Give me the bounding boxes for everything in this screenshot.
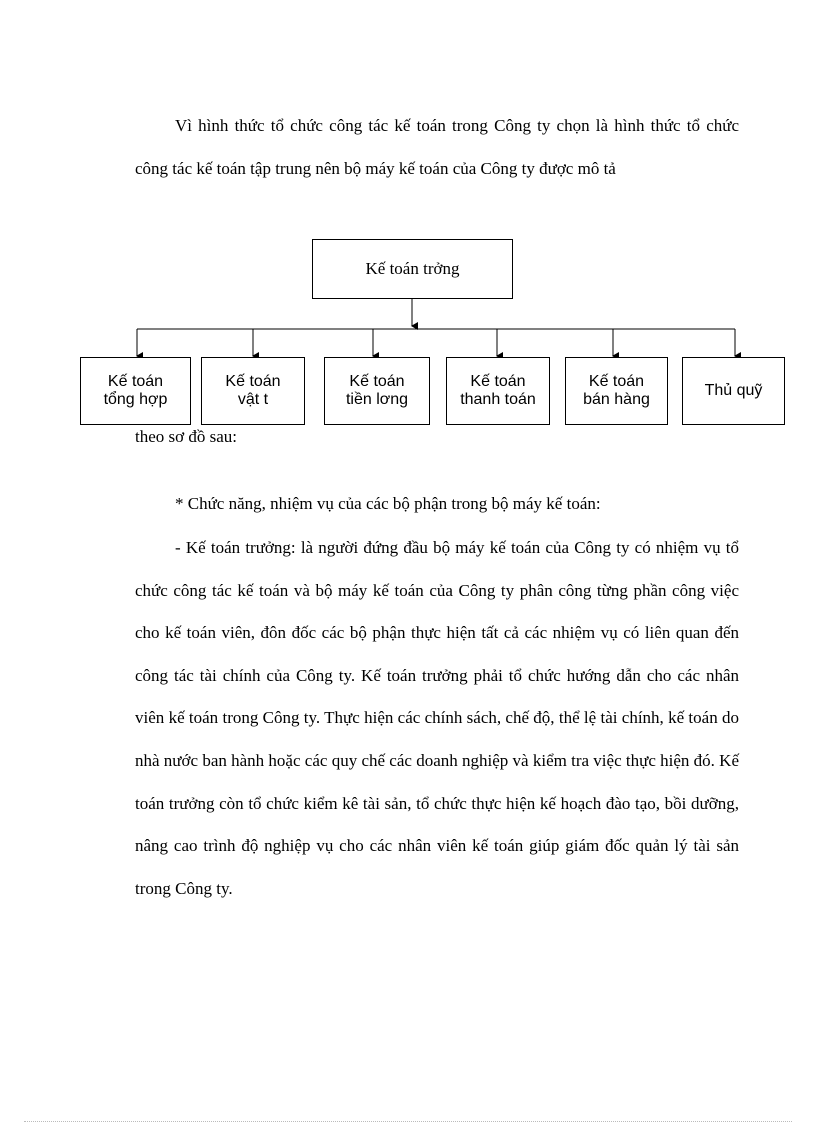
dept-box-payroll-accounting <box>324 357 430 425</box>
dept-label-line1: Kế toán <box>225 373 281 390</box>
dept-box-treasurer <box>682 357 785 425</box>
chief-accountant-label: Kế toán trởng <box>365 259 460 278</box>
dept-label-line2: tiền lơng <box>345 391 409 408</box>
chief-accountant-box <box>312 239 513 299</box>
dept-label-line2: tổng hợp <box>103 391 168 408</box>
dept-label-line2: vật t <box>237 391 269 408</box>
dept-label-line1: Kế toán <box>470 373 526 390</box>
section-heading: * Chức năng, nhiệm vụ của các bộ phận trong bộ máy kế toán: <box>175 494 601 513</box>
dept-box-payment-accounting <box>446 357 550 425</box>
dept-label-line2: bán hàng <box>583 391 650 408</box>
chief-accountant-paragraph: - Kế toán trưởng: là người đứng đầu bộ máy kế toán của Công ty có nhiệm vụ tổ chức công tác kế toán và bộ máy kế toán của Công ty phân công từng phần công việc cho kế toán viên, đôn đốc các bộ phận thực hiện tất cả các nhiệm vụ có liên quan đến công tác tài chính của Công ty. Kế toán trưởng phải tổ chức hướng dẫn cho các nhân viên kế toán trong Công ty. Thực hiện các chính sách, chế độ, thể lệ tài chính, kế toán do nhà nước ban hành hoặc các quy chế các doanh nghiệp và kiểm tra việc thực hiện đó. Kế toán trưởng còn tổ chức kiểm kê tài sản, tổ chức thực hiện kế hoạch đào tạo, bồi dưỡng, nâng cao trình độ nghiệp vụ cho các nhân viên kế toán giúp giám đốc quản lý tài sản trong Công ty. <box>135 538 739 898</box>
dept-label-line1: Thủ quỹ <box>704 382 763 399</box>
intro-paragraph: Vì hình thức tổ chức công tác kế toán trong Công ty chọn là hình thức tổ chức công tác kế toán tập trung nên bộ máy kế toán của Công ty được mô tả <box>135 116 739 178</box>
dept-box-materials-accounting <box>201 357 305 425</box>
dept-box-general-accounting <box>80 357 191 425</box>
page-bottom-rule <box>24 1121 792 1122</box>
dept-label-line1: Kế toán <box>107 373 164 390</box>
dept-box-sales-accounting <box>565 357 668 425</box>
dept-label-line2: thanh toán <box>460 391 536 408</box>
dept-label-line1: Kế toán <box>349 373 405 390</box>
intro-continuation: theo sơ đồ sau: <box>135 427 238 446</box>
dept-label-line1: Kế toán <box>588 373 645 390</box>
